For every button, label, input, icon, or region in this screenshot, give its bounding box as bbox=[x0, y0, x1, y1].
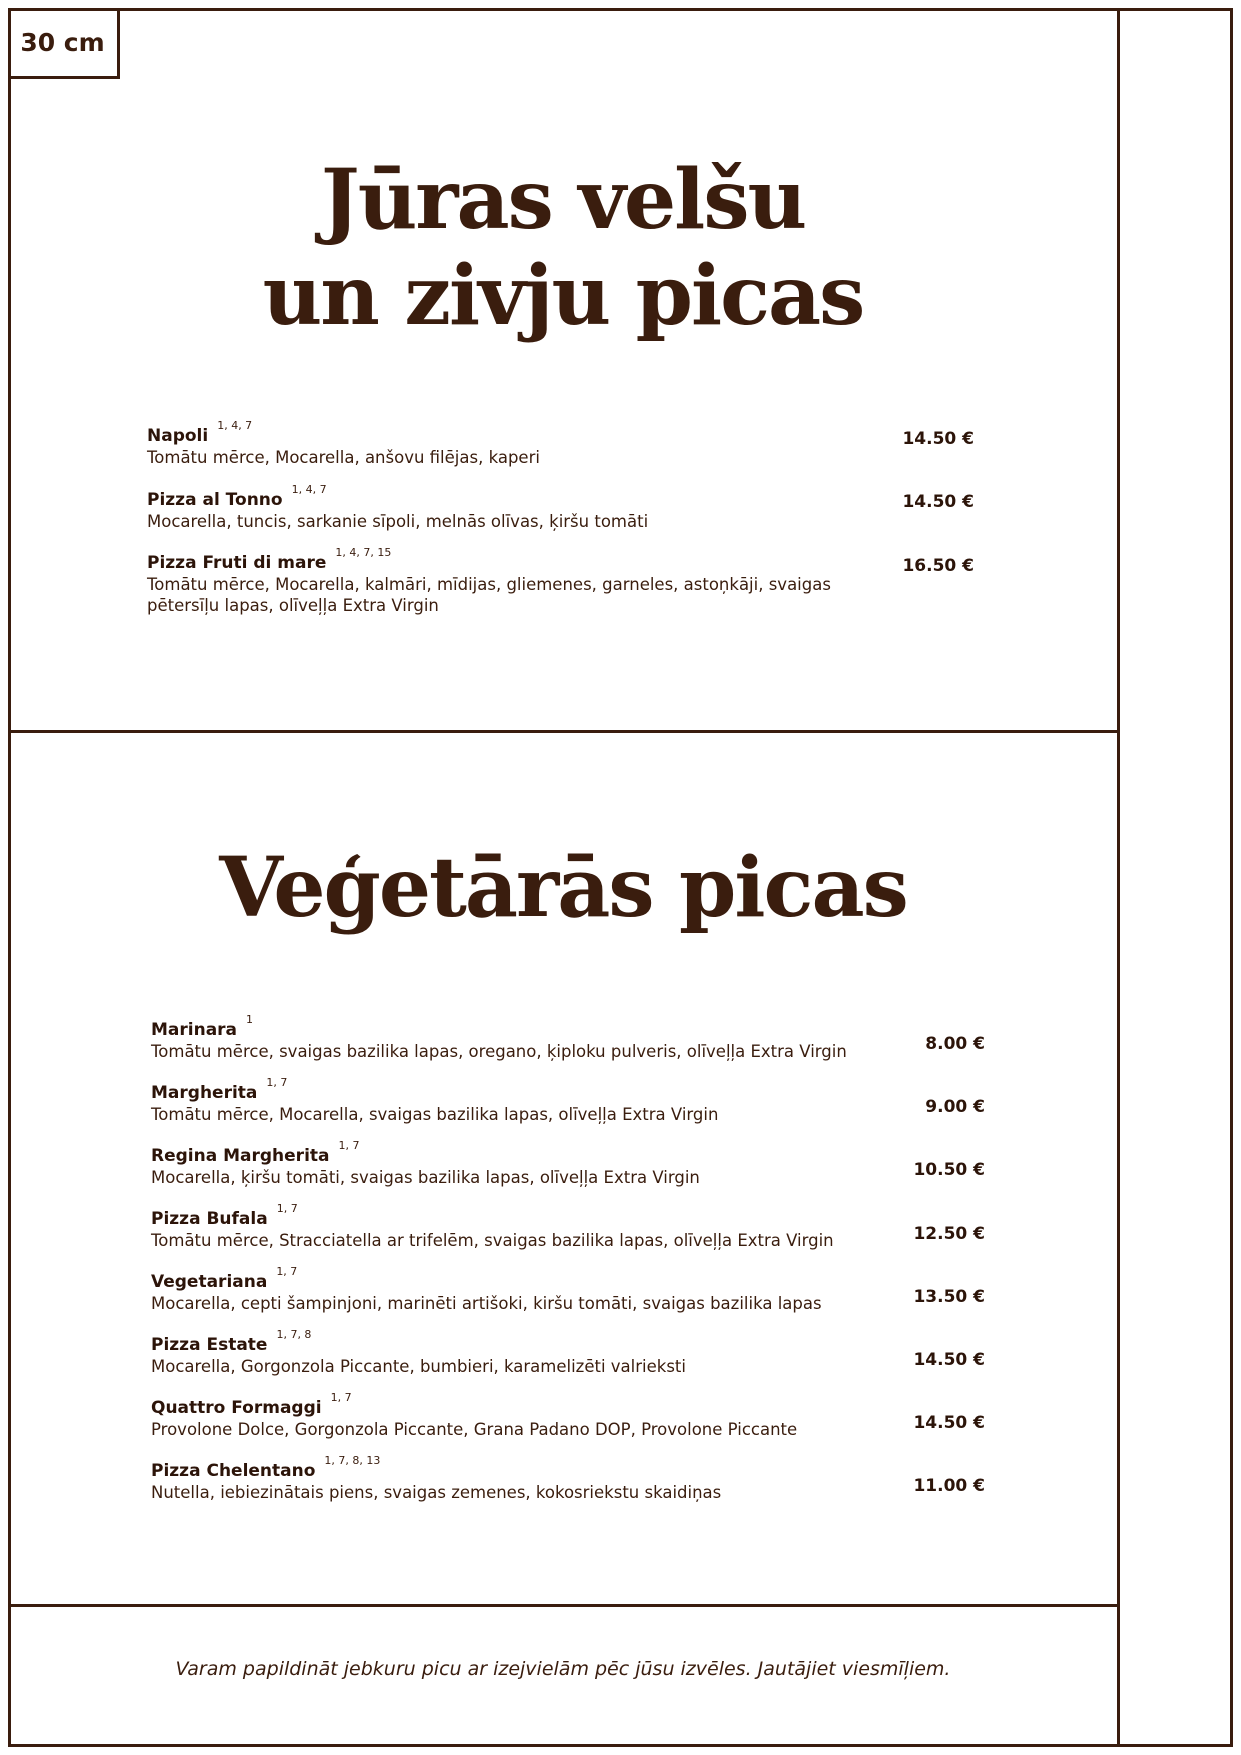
section-divider-1 bbox=[8, 730, 1120, 733]
item-allergens: 1, 7, 8, 13 bbox=[324, 1454, 381, 1467]
item-price: 14.50 € bbox=[913, 1413, 985, 1433]
item-name: Quattro Formaggi bbox=[151, 1398, 322, 1418]
item-allergens: 1, 7 bbox=[330, 1391, 352, 1404]
item-allergens: 1, 4, 7 bbox=[291, 483, 327, 496]
menu-item-napoli bbox=[147, 419, 540, 468]
item-name: Vegetariana bbox=[151, 1272, 268, 1292]
item-price: 14.50 € bbox=[913, 1350, 985, 1370]
item-allergens: 1 bbox=[246, 1013, 254, 1026]
item-name: Marinara bbox=[151, 1020, 238, 1040]
item-name: Pizza al Tonno bbox=[147, 490, 283, 510]
item-allergens: 1, 7 bbox=[338, 1139, 360, 1152]
item-description: Mocarella, tuncis, sarkanie sīpoli, melnās olīvas, ķiršu tomāti bbox=[147, 512, 649, 531]
section-divider-2 bbox=[8, 1604, 1120, 1607]
menu-item-pizza-al-tonno bbox=[147, 483, 649, 532]
item-allergens: 1, 7 bbox=[266, 1076, 288, 1089]
vegetarian-title: Veģetārās picas bbox=[219, 840, 907, 936]
item-name: Pizza Estate bbox=[151, 1335, 268, 1355]
item-price: 12.50 € bbox=[913, 1224, 985, 1244]
item-description: Mocarella, cepti šampinjoni, marinēti artišoki, kiršu tomāti, svaigas bazilika lapas bbox=[151, 1294, 822, 1313]
item-allergens: 1, 4, 7, 15 bbox=[335, 546, 392, 559]
menu-item-pizza-chelentano bbox=[151, 1454, 722, 1503]
item-name: Napoli bbox=[147, 426, 209, 446]
item-price: 16.50 € bbox=[902, 556, 974, 576]
item-description: Mocarella, ķiršu tomāti, svaigas bazilika lapas, olīveļļa Extra Virgin bbox=[151, 1168, 700, 1187]
item-name: Regina Margherita bbox=[151, 1146, 330, 1166]
item-name: Margherita bbox=[151, 1083, 258, 1103]
item-price: 9.00 € bbox=[925, 1097, 985, 1117]
menu-item-pizza-estate bbox=[151, 1328, 686, 1377]
menu-item-margherita bbox=[151, 1076, 719, 1125]
menu-item-quattro-formaggi bbox=[151, 1391, 798, 1440]
item-name: Pizza Chelentano bbox=[151, 1461, 316, 1481]
menu-item-pizza-fruti-di-mare bbox=[147, 546, 831, 616]
item-price: 11.00 € bbox=[913, 1476, 985, 1496]
item-price: 13.50 € bbox=[913, 1287, 985, 1307]
item-description: Tomātu mērce, Mocarella, anšovu filējas, kaperi bbox=[147, 448, 540, 467]
item-allergens: 1, 7 bbox=[276, 1265, 298, 1278]
item-name: Pizza Bufala bbox=[151, 1209, 268, 1229]
menu-item-marinara bbox=[151, 1013, 847, 1062]
item-price: 10.50 € bbox=[913, 1160, 985, 1180]
seafood-title-line2: un zivju picas bbox=[262, 248, 864, 344]
item-description: Nutella, iebiezinātais piens, svaigas zemenes, kokosriekstu skaidiņas bbox=[151, 1483, 722, 1502]
item-allergens: 1, 4, 7 bbox=[217, 419, 253, 432]
item-description: Provolone Dolce, Gorgonzola Piccante, Grana Padano DOP, Provolone Piccante bbox=[151, 1420, 798, 1439]
item-description: Mocarella, Gorgonzola Piccante, bumbieri, karamelizēti valrieksti bbox=[151, 1357, 686, 1376]
item-price: 14.50 € bbox=[902, 429, 974, 449]
menu-item-vegetariana bbox=[151, 1265, 822, 1314]
item-allergens: 1, 7 bbox=[276, 1202, 298, 1215]
footer-note: Varam papildināt jebkuru picu ar izejvielām pēc jūsu izvēles. Jautājiet viesmīļiem. bbox=[175, 1658, 951, 1680]
item-description: Tomātu mērce, Mocarella, kalmāri, mīdijas, gliemenes, garneles, astoņkāji, svaigas bbox=[147, 575, 831, 594]
menu-item-pizza-bufala bbox=[151, 1202, 834, 1251]
frame-top bbox=[8, 8, 1233, 11]
frame-bottom bbox=[8, 1744, 1233, 1747]
frame-right bbox=[1230, 8, 1233, 1747]
item-allergens: 1, 7, 8 bbox=[276, 1328, 312, 1341]
item-price: 14.50 € bbox=[902, 492, 974, 512]
item-description-continued: pētersīļu lapas, olīveļļa Extra Virgin bbox=[147, 596, 439, 615]
menu-item-regina-margherita bbox=[151, 1139, 700, 1188]
item-name: Pizza Fruti di mare bbox=[147, 553, 327, 573]
size-label: 30 cm bbox=[8, 8, 120, 79]
seafood-title-line1: Jūras velšu bbox=[320, 152, 806, 248]
item-description: Tomātu mērce, Mocarella, svaigas bazilika lapas, olīveļļa Extra Virgin bbox=[151, 1105, 719, 1124]
item-price: 8.00 € bbox=[925, 1034, 985, 1054]
item-description: Tomātu mērce, Stracciatella ar trifelēm, svaigas bazilika lapas, olīveļļa Extra Virgin bbox=[151, 1231, 834, 1250]
item-description: Tomātu mērce, svaigas bazilika lapas, oregano, ķiploku pulveris, olīveļļa Extra Virgin bbox=[151, 1042, 847, 1061]
